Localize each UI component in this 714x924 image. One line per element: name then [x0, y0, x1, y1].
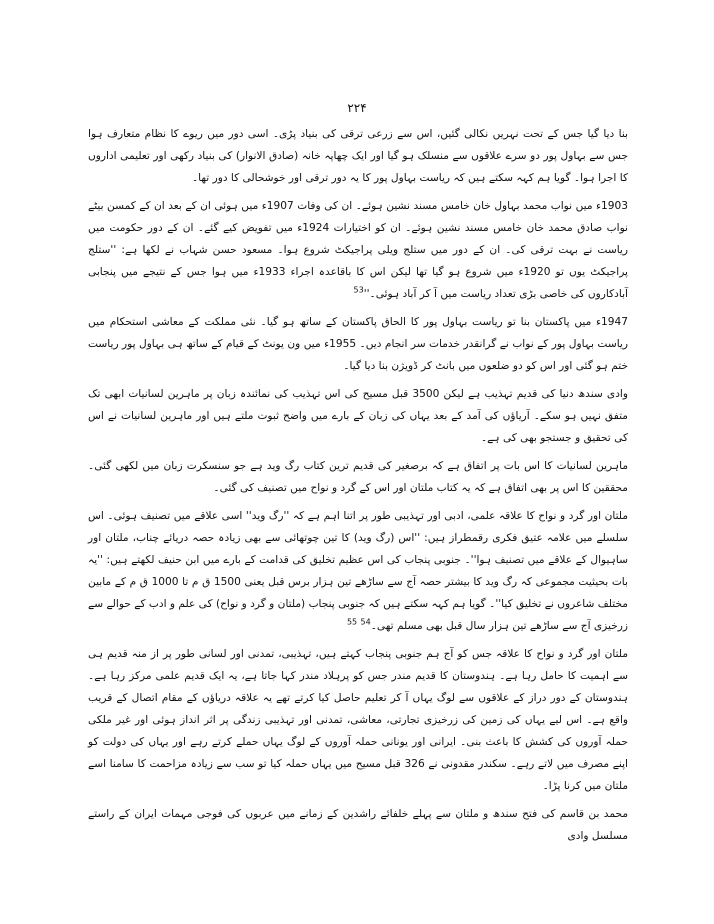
footnote-ref-53: 53	[353, 285, 364, 295]
footnote-ref-55: 55	[346, 617, 358, 627]
page-number: ۲۲۴	[347, 101, 367, 115]
paragraph-4: وادی سندھ دنیا کی قدیم تہذیب ہے لیکن 3500 قبل مسیح کی اس تہذیب کی نمائندہ زبان پر ماہرین لسانیات ابھی تک متفق نہیں ہو سکے۔ آریاؤں کی آمد کے بعد یہاں کی زبان کے بارے میں واضح ثبوت ملتے ہیں اور ماہرین لسانیات نے اس کی تحقیق و جستجو بھی کی ہے۔	[88, 388, 628, 444]
paragraph-1: بنا دیا گیا جس کے تحت نہریں نکالی گئیں، اس سے زرعی ترقی کی بنیاد پڑی۔ اسی دور میں ریوے کا نظام متعارف ہوا جس سے بہاول پور دو سرے علاقوں سے منسلک ہو گیا اور ایک چھاپہ خانہ (صادق الانوار) کی بنیاد رکھی اور تعلیمی اداروں کا اجرا ہوا۔ گویا ہم کہہ سکتے ہیں کہ ریاست بہاول پور کا یہ دور ترقی اور خوشحالی کا دور تھا۔	[88, 128, 628, 184]
paragraph-6	[88, 505, 628, 637]
footnote-ref-54: 54	[360, 617, 371, 627]
paragraph-2-text: 1903ء میں نواب محمد بہاول خان خامس مسند نشین ہوئے۔ ان کی وفات 1907ء میں ہوئی ان کے بعد ان کے کمسن بیٹے نواب صادق محمد خان خامس مسند نشین ہوئے۔ ان کو اختیارات 1924ء میں تفویض کیے گئے۔ ان کے دور حکومت میں ریاست نے بہت ترقی کی۔ ان کے دور میں ستلج ویلی پراجیکٹ شروع ہوا۔ مسعود حسن شہاب نے لکھا ہے: ''ستلج پراجیکٹ یوں تو 1920ء میں شروع ہو گیا تھا لیکن اس کا باقاعدہ اجراء 1933ء میں ہوا جس کے نتیجے میں پنجابی آبادکاروں کی خاصی بڑی تعداد ریاست میں آ کر آباد ہوئی۔''	[88, 200, 628, 300]
paragraph-8: محمد بن قاسم کی فتح سندھ و ملتان سے پہلے خلفائے راشدین کے زمانے میں عربوں کی فوجی مہمات ایران کے راستے مسلسل وادی	[88, 808, 628, 842]
paragraph-6-text: ملتان اور گرد و نواح کا علاقہ علمی، ادبی اور تہذیبی طور پر اتنا اہم ہے کہ ''رگ وید'' اسی علاقے میں تصنیف ہوئی۔ اس سلسلے میں علامہ عتیق فکری رقمطراز ہیں: ''اس (رگ وید) کا تین چوتھائی سے بھی زیادہ حصہ دریائے چناب، ملتان اور ساہیوال کے علاقے میں تصنیف ہوا''۔ جنوبی پنجاب کی اس عظیم تخلیق کی قدامت کے بارے میں ابن حنیف لکھتے ہیں: ''یہ بات بحیثیت مجموعی کہ رگ وید کا بیشتر حصہ آج سے ساڑھے تین ہزار برس قبل یعنی 1500 ق م تا 1000 ق م کے مابین مختلف شاعروں نے تخلیق کیا''۔ گویا ہم کہہ سکتے ہیں کہ جنوبی پنجاب (ملتان و گرد و نواح) کی علم و ادب کے حوالے سے زرخیزی آج سے ساڑھے تین ہزار سال قبل بھی مسلم تھی۔	[88, 510, 628, 632]
paragraph-2	[88, 195, 628, 305]
page-body	[88, 123, 628, 853]
paragraph-3: 1947ء میں پاکستان بنا تو ریاست بہاول پور کا الحاق پاکستان کے ساتھ ہو گیا۔ نئی مملکت کے معاشی استحکام میں ریاست بہاول پور کے نواب نے گرانقدر خدمات سر انجام دیں۔ 1955ء میں ون یونٹ کے قیام کے ساتھ ہی بہاول پور ریاست ختم ہو گئی اور اس کو دو ضلعوں میں بانٹ کر ڈویژن بنا دیا گیا۔	[88, 316, 628, 372]
paragraph-7: ملتان اور گرد و نواح کا علاقہ جس کو آج ہم جنوبی پنجاب کہتے ہیں، تہذیبی، تمدنی اور لسانی طور پر از منہ قدیم ہی سے اہمیت کا حامل رہا ہے۔ ہندوستان کا قدیم مندر جس کو پرہلاد مندر کہا جاتا ہے، یہ ایک قدیم علمی مرکز رہا ہے۔ ہندوستان کے دور دراز کے علاقوں سے لوگ یہاں آ کر تعلیم حاصل کیا کرتے تھے یہ علاقہ دریاؤں کے مقام اتصال کے قریب واقع ہے۔ اس لیے یہاں کی زمین کی زرخیزی تجارتی، معاشی، تمدنی اور تہذیبی زندگی پر اثر انداز ہوئی اور غیر ملکی حملہ آوروں کی کشش کا باعث بنی۔ ایرانی اور یونانی حملہ آوروں کے لوگ یہاں حملے کرتے رہے اور یہاں کی دولت کو اپنے مصرف میں لاتے رہے۔ سکندر مقدونی نے 326 قبل مسیح میں یہاں حملہ کیا تو سب سے زیادہ مزاحمت کا سامنا اسے ملتان میں کرنا پڑا۔	[88, 648, 628, 792]
paragraph-5: ماہرین لسانیات کا اس بات پر اتفاق ہے کہ برصغیر کی قدیم ترین کتاب رگ وید ہے جو سنسکرت زبان میں لکھی گئی۔ محققین کا اس پر بھی اتفاق ہے کہ یہ کتاب ملتان اور اس کے گرد و نواح میں تصنیف کی گئی۔	[88, 460, 628, 494]
